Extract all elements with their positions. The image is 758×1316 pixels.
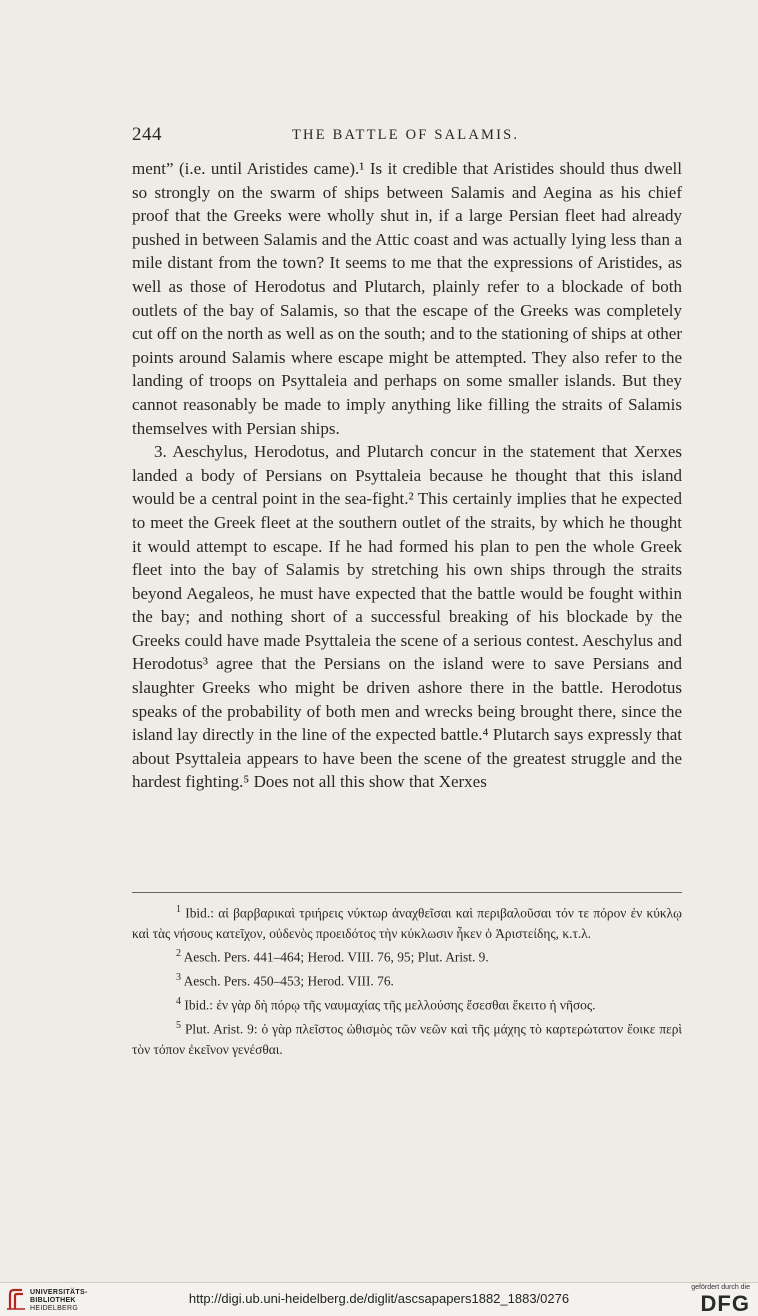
footnote-number: 4 [176, 996, 181, 1008]
footnote-number: 1 [176, 904, 181, 915]
paragraph-2: 3. Aeschylus, Herodotus, and Plutarch concur in the statement that Xerxes landed a body of Persians on Psyttaleia because he thought that this island would be a central point in the sea-fight.² This certainly implies that he expected to meet the Greek fleet at the southern outlet of the straits, by which he thought it would attempt to escape. If he had formed his plan to pen the whole Greek fleet into the bay of Salamis by stretching his own ships through the straits beyond Aegaleos, he must have expected that the battle would be fought within the bay; and nothing short of a successful breaking of his blockade by the Greeks could have made Psyttaleia the scene of a serious contest. Aeschylus and Herodotus³ agree that the Persians on the island were to save Persians and slaughter Greeks who might be driven ashore there in the battle. Herodotus speaks of the probability of both men and wrecks being brought there, since the island lay directly in the line of the expected battle.⁴ Plutarch says expressly that about Psyttaleia appears to have been the scene of the greatest struggle and the hardest fighting.⁵ Does not all this show that Xerxes [132, 442, 682, 792]
footnote-text: Ibid.: ἐν γὰρ δὴ πόρῳ τῆς ναυμαχίας τῆς μελλούσης ἔσεσθαι ἔκειτο ἡ νῆσος. [184, 997, 596, 1013]
page-number: 244 [132, 124, 162, 145]
library-line-3: HEIDELBERG [30, 1305, 79, 1312]
footnote-number: 3 [176, 972, 181, 984]
footnote-text: Ibid.: αἱ βαρβαρικαὶ τριήρεις νύκτωρ ἀναχθεῖσαι καὶ περιβαλοῦσαι τόν τε πόρον ἐν κύκλῳ καὶ τὰς νήσους κατεῖχον, οὐδενὸς προειδότος τὴν κύκλωσιν ἧκεν ὁ Ἀριστείδης, κ.τ.λ. [132, 905, 682, 941]
footnote-number: 5 [176, 1019, 181, 1031]
footnote-text: Aesch. Pers. 450–453; Herod. VIII. 76. [183, 973, 394, 989]
footnote-1 [132, 900, 682, 944]
page-header [132, 124, 682, 150]
footnote-3 [132, 968, 682, 992]
library-line-1: UNIVERSITÄTS- [30, 1289, 88, 1296]
footnote-4 [132, 992, 682, 1016]
viewer-footer [0, 1282, 758, 1316]
library-line-2: BIBLIOTHEK [30, 1297, 76, 1304]
footnote-rule [132, 892, 682, 893]
footnote-text: Plut. Arist. 9: ὁ γὰρ πλεῖστος ὠθισμὸς τῶν νεῶν καὶ τῆς μάχης τὸ καρτερώτατον ἔοικε περὶ τὸν τόπον ἐκεῖνον γενέσθαι. [132, 1021, 682, 1057]
footnote-text: Aesch. Pers. 441–464; Herod. VIII. 76, 95; Plut. Arist. 9. [183, 949, 489, 965]
funding-caption: gefördert durch die [691, 1284, 750, 1291]
footnote-5 [132, 1016, 682, 1060]
footnotes [132, 900, 682, 1060]
footnote-2 [132, 944, 682, 968]
body-text [132, 157, 682, 794]
paragraph-1: ment” (i.e. until Aristides came).¹ Is it credible that Aristides should thus dwell so strongly on the swarm of ships between Salamis and Aegina as his chief proof that the Greeks were wholly shut in, if a large Persian fleet had already pushed in between Salamis and the Attic coast and was actually lying less than a mile distant from the town? It seems to me that the expressions of Aristides, as well as those of Herodotus and Plutarch, plainly refer to a blockade of both outlets of the bay of Salamis, so that the escape of the Greeks was completely cut off on the north as well as on the south; and to the stationing of ships at other points around Salamis where escape might be attempted. They also refer to the landing of troops on Psyttaleia and perhaps on some smaller islands. But they cannot reasonably be made to imply anything like filling the straits of Salamis themselves with Persian ships. [132, 159, 682, 438]
footnote-number: 2 [176, 948, 181, 960]
permalink-url[interactable]: http://digi.ub.uni-heidelberg.de/diglit/ascsapapers1882_1883/0276 [188, 1291, 570, 1306]
dfg-logo[interactable]: DFG [700, 1291, 750, 1316]
running-head: THE BATTLE OF SALAMIS. [292, 127, 520, 143]
